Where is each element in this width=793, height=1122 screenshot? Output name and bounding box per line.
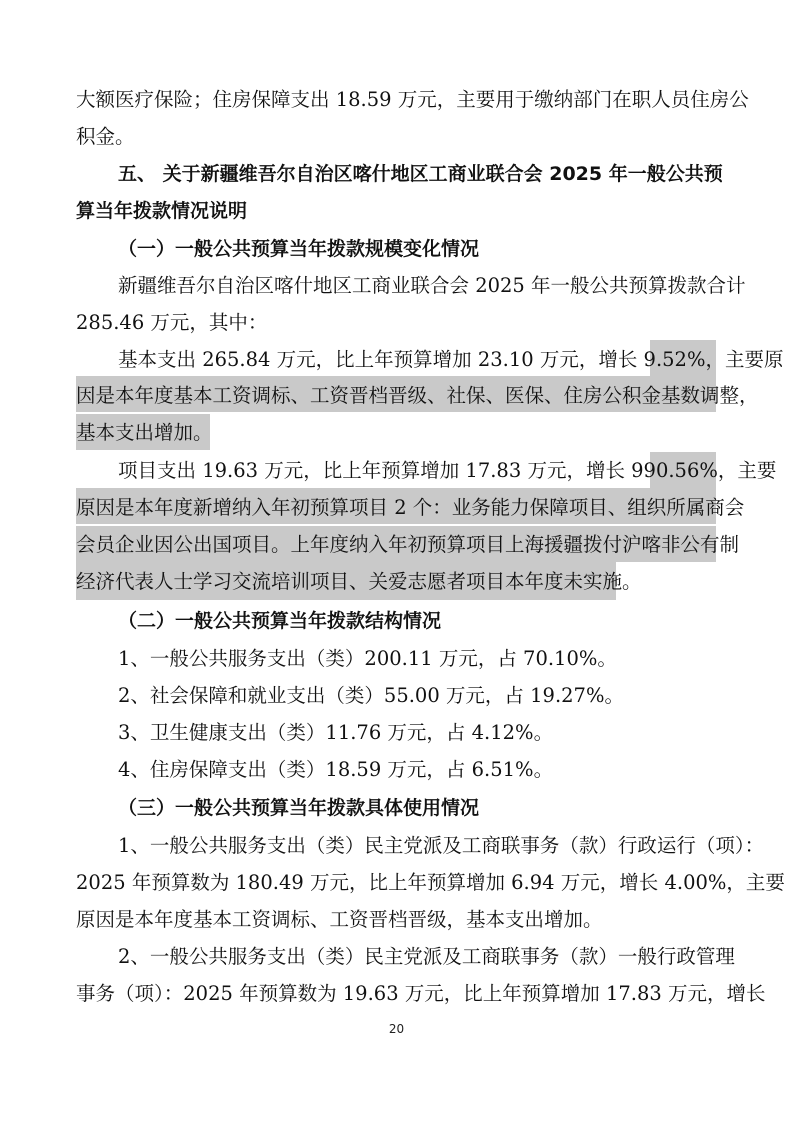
paragraph-line: 285.46 万元，其中： <box>76 311 268 334</box>
highlighted-line: 原因是本年度新增纳入年初预算项目 2 个：业务能力保障项目、组织所属商会 <box>76 496 745 519</box>
basic-expenditure-text: 基本支出 265.84 万元，比上年预算增加 23.10 万元，增长 9.52%， <box>118 348 725 371</box>
list-item: 2、社会保障和就业支出（类）55.00 万元，占 19.27%。 <box>118 684 624 707</box>
paragraph-line <box>118 340 784 380</box>
paragraph-line: 新疆维吾尔自治区喀什地区工商业联合会 2025 年一般公共预算拨款合计 <box>118 274 746 297</box>
subsection-heading: （一）一般公共预算当年拨款规模变化情况 <box>118 238 480 260</box>
subsection-heading: （三）一般公共预算当年拨款具体使用情况 <box>118 797 480 819</box>
project-expenditure-text: 项目支出 19.63 万元，比上年预算增加 17.83 万元，增长 990.56%， <box>118 459 738 482</box>
list-item: 3、卫生健康支出（类）11.76 万元，占 4.12%。 <box>118 721 554 744</box>
highlighted-line: 经济代表人士学习交流培训项目、关爱志愿者项目本年度未实施。 <box>76 570 642 593</box>
list-item: 1、一般公共服务支出（类）200.11 万元，占 70.10%。 <box>118 647 617 670</box>
highlighted-text: 主要原 <box>725 348 784 371</box>
highlighted-text: 主要 <box>737 459 777 482</box>
section-heading-continued: 算当年拨款情况说明 <box>76 200 248 222</box>
paragraph-line: 1、一般公共服务支出（类）民主党派及工商联事务（款）行政运行（项）： <box>118 834 765 857</box>
highlighted-line: 基本支出增加。 <box>76 421 213 444</box>
paragraph-line: 大额医疗保险；住房保障支出 18.59 万元，主要用于缴纳部门在职人员住房公 <box>76 88 749 111</box>
highlighted-line: 会员企业因公出国项目。上年度纳入年初预算项目上海援疆拨付沪喀非公有制 <box>76 533 740 556</box>
paragraph-line: 事务（项）：2025 年预算数为 19.63 万元，比上年预算增加 17.83 万元，增长 <box>76 982 766 1005</box>
paragraph-line: 2、一般公共服务支出（类）民主党派及工商联事务（款）一般行政管理 <box>118 945 735 968</box>
list-item: 4、住房保障支出（类）18.59 万元，占 6.51%。 <box>118 758 554 781</box>
section-heading: 五、 关于新疆维吾尔自治区喀什地区工商业联合会 2025 年一般公共预 <box>118 163 723 185</box>
subsection-heading: （二）一般公共预算当年拨款结构情况 <box>118 610 442 632</box>
paragraph-line: 2025 年预算数为 180.49 万元，比上年预算增加 6.94 万元，增长 4.00%，主要 <box>76 871 785 894</box>
page-number: 20 <box>388 1022 405 1036</box>
paragraph-line: 原因是本年度基本工资调标、工资晋档晋级，基本支出增加。 <box>76 908 603 931</box>
highlighted-line: 因是本年度基本工资调标、工资晋档晋级、社保、医保、住房公积金基数调整， <box>76 384 759 407</box>
paragraph-line: 积金。 <box>76 125 135 148</box>
paragraph-line <box>118 451 777 491</box>
